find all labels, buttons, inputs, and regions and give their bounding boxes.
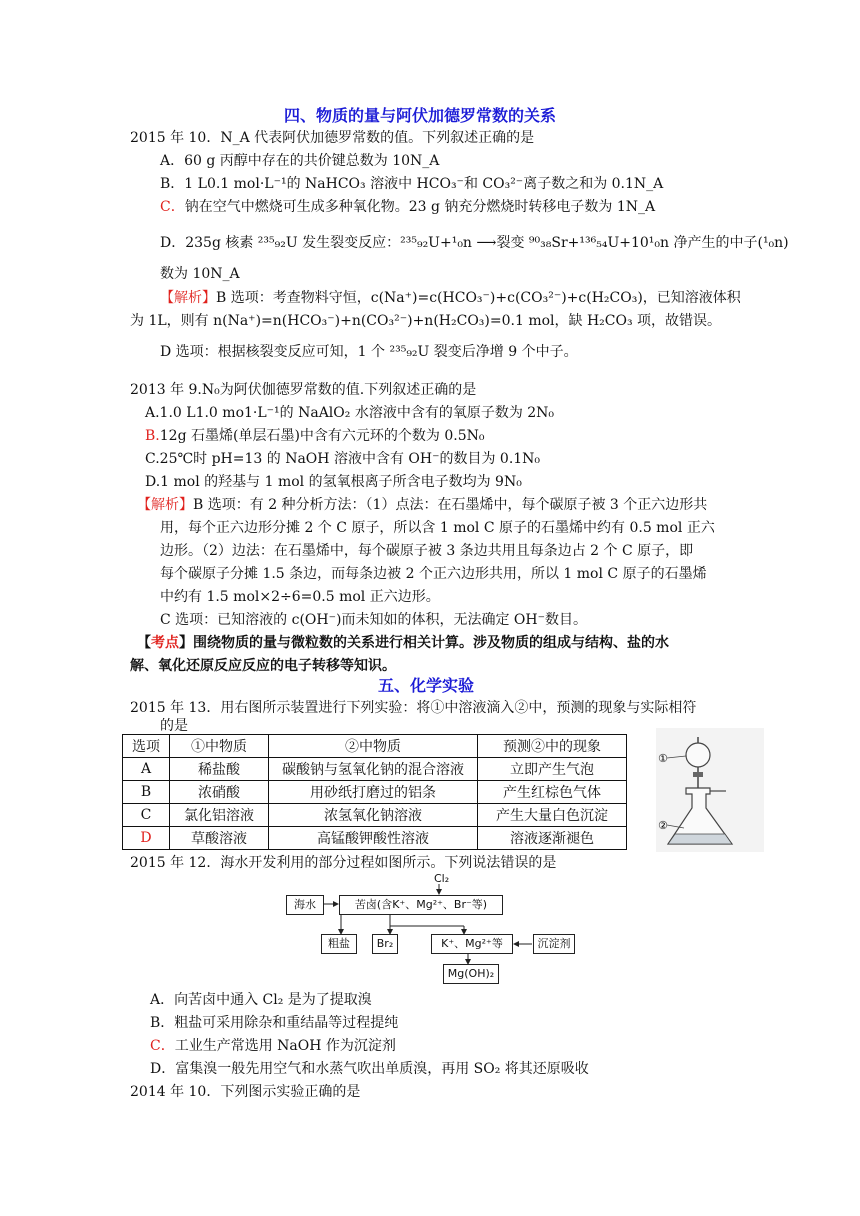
table-header: 选项 <box>123 735 170 758</box>
table-cell: 产生红棕色气体 <box>478 781 627 804</box>
apparatus-figure <box>656 728 764 852</box>
flow-seawater: 海水 <box>286 895 324 915</box>
table-row <box>123 827 627 850</box>
q1-option-a: A．60 g 丙醇中存在的共价键总数为 10N_A <box>160 153 440 169</box>
flow-crude-salt: 粗盐 <box>321 934 357 954</box>
q2-analysis-line1 <box>137 495 707 515</box>
q1-option-c-text: 钠在空气中燃烧可生成多种氧化物。23 g 钠充分燃烧时转移电子数为 1N_A <box>184 199 656 215</box>
table-cell-answer: D <box>123 827 170 850</box>
table-cell: 稀盐酸 <box>170 758 269 781</box>
table-header-row <box>123 735 627 758</box>
table-cell: 立即产生气泡 <box>478 758 627 781</box>
q1-answer-letter: C． <box>160 199 185 215</box>
q4-option-d: D．富集溴一般先用空气和水蒸气吹出单质溴，再用 SO₂ 将其还原吸收 <box>150 1061 589 1077</box>
bracket: 【 <box>137 635 151 651</box>
analysis-label: 【解析】 <box>137 497 193 513</box>
table-row <box>123 781 627 804</box>
table-row <box>123 758 627 781</box>
q2-option-b-text: 12g 石墨烯(单层石墨)中含有六元环的个数为 0.5N₀ <box>159 428 485 444</box>
q2-stem: 2013 年 9.N₀为阿伏伽德罗常数的值.下列叙述正确的是 <box>130 382 477 398</box>
flow-br2: Br₂ <box>372 934 398 954</box>
flow-diagram-arrows <box>280 874 580 986</box>
table-cell: 溶液逐渐褪色 <box>478 827 627 850</box>
q4-answer-letter: C． <box>150 1038 175 1054</box>
table-cell: 草酸溶液 <box>170 827 269 850</box>
q2-option-b <box>145 426 484 446</box>
q2-option-a: A.1.0 L1.0 mo1·L⁻¹的 NaAlO₂ 水溶液中含有的氧原子数为 2N₀ <box>145 405 555 421</box>
table-row <box>123 804 627 827</box>
q2-option-c: C.25℃时 pH=13 的 NaOH 溶液中含有 OH⁻的数目为 0.1N₀ <box>145 451 541 467</box>
q1-option-c <box>160 197 655 217</box>
section-4-title: 四、物质的量与阿伏加德罗常数的关系 <box>284 106 557 125</box>
q1-analysis-line3: D 选项：根据核裂变反应可知，1 个 ²³⁵₉₂U 裂变后净增 9 个中子。 <box>160 344 578 360</box>
q1-option-d: D．235g 核素 ²³⁵₉₂U 发生裂变反应：²³⁵₉₂U+¹₀n ⟶裂变 ⁹⁰₃₈Sr+¹³⁶₅₄U+10¹₀n 净产生的中子(¹₀n) <box>160 235 789 251</box>
q4-option-c <box>150 1036 396 1056</box>
table-header: ①中物质 <box>170 735 269 758</box>
section-5-title: 五、化学实验 <box>378 676 475 695</box>
q4-stem: 2015 年 12．海水开发利用的部分过程如图所示。下列说法错误的是 <box>130 855 557 871</box>
q2-analysis-line2: 用，每个正六边形分摊 2 个 C 原子，所以含 1 mol C 原子的石墨烯中约有 0.5 mol 正六 <box>160 520 715 536</box>
q1-analysis-line1 <box>160 288 741 308</box>
point-label: 考点 <box>151 635 179 651</box>
apparatus-label-1: ① <box>658 752 668 765</box>
flow-cl2: Cl₂ <box>434 872 450 885</box>
q4-option-b: B．粗盐可采用除杂和重结晶等过程提纯 <box>150 1015 399 1031</box>
table-header: 预测②中的现象 <box>478 735 627 758</box>
q2-option-d: D.1 mol 的羟基与 1 mol 的氢氧根离子所含电子数均为 9N₀ <box>145 474 522 490</box>
q5-stem: 2014 年 10．下列图示实验正确的是 <box>130 1084 361 1100</box>
bracket: 】 <box>179 635 193 651</box>
flow-k-mg: K⁺、Mg²⁺等 <box>431 934 513 954</box>
table-cell: 产生大量白色沉淀 <box>478 804 627 827</box>
table-cell: A <box>123 758 170 781</box>
analysis-text: B 选项：考查物料守恒，c(Na⁺)=c(HCO₃⁻)+c(CO₃²⁻)+c(H₂CO₃)，已知溶液体积 <box>216 290 741 306</box>
table-cell: 用砂纸打磨过的铝条 <box>269 781 478 804</box>
q2-analysis-line6: C 选项：已知溶液的 c(OH⁻)而未知如的体积，无法确定 OH⁻数目。 <box>160 612 587 628</box>
q3-stem-line1: 2015 年 13．用右图所示装置进行下列实验：将①中溶液滴入②中，预测的现象与实际相符 <box>130 700 697 716</box>
q1-option-b: B．1 L0.1 mol·L⁻¹的 NaHCO₃ 溶液中 HCO₃⁻和 CO₃²⁻离子数之和为 0.1N_A <box>160 176 664 192</box>
flow-mgoh2: Mg(OH)₂ <box>443 964 499 984</box>
flow-precipitant: 沉淀剂 <box>533 934 575 954</box>
q2-point-line1 <box>137 633 669 653</box>
table-cell: 碳酸钠与氢氧化钠的混合溶液 <box>269 758 478 781</box>
flow-brine: 苦卤(含K⁺、Mg²⁺、Br⁻等) <box>339 895 503 915</box>
table-cell: C <box>123 804 170 827</box>
q1-option-d-cont: 数为 10N_A <box>160 266 240 282</box>
table-cell: 浓硝酸 <box>170 781 269 804</box>
table-cell: B <box>123 781 170 804</box>
analysis-label: 【解析】 <box>160 290 216 306</box>
point-text: 围绕物质的量与微粒数的关系进行相关计算。涉及物质的组成与结构、盐的水 <box>193 635 669 651</box>
q4-option-c-text: 工业生产常选用 NaOH 作为沉淀剂 <box>174 1038 396 1054</box>
q2-point-line2: 解、氧化还原反应反应的电子转移等知识。 <box>130 658 396 674</box>
q4-option-a: A．向苦卤中通入 Cl₂ 是为了提取溴 <box>150 992 372 1008</box>
experiment-table <box>122 734 627 850</box>
table-header: ②中物质 <box>269 735 478 758</box>
q1-analysis-line2: 为 1L，则有 n(Na⁺)=n(HCO₃⁻)+n(CO₃²⁻)+n(H₂CO₃)=0.1 mol，缺 H₂CO₃ 项，故错误。 <box>130 313 722 329</box>
apparatus-label-2: ② <box>658 819 668 832</box>
q2-analysis-line5: 中约有 1.5 mol×2÷6=0.5 mol 正六边形。 <box>160 589 440 605</box>
table-cell: 氯化铝溶液 <box>170 804 269 827</box>
q1-stem: 2015 年 10．N_A 代表阿伏加德罗常数的值。下列叙述正确的是 <box>130 130 535 146</box>
q3-stem-line2: 的是 <box>160 718 188 734</box>
analysis-text: B 选项：有 2 种分析方法：（1）点法：在石墨烯中，每个碳原子被 3 个正六边形共 <box>193 497 708 513</box>
table-cell: 浓氢氧化钠溶液 <box>269 804 478 827</box>
q2-analysis-line4: 每个碳原子分摊 1.5 条边，而每条边被 2 个正六边形共用，所以 1 mol C 原子的石墨烯 <box>160 566 707 582</box>
q2-answer-letter: B. <box>145 428 160 444</box>
table-cell: 高锰酸钾酸性溶液 <box>269 827 478 850</box>
q2-analysis-line3: 边形。（2）边法：在石墨烯中，每个碳原子被 3 条边共用且每条边占 2 个 C 原子，即 <box>160 543 694 559</box>
